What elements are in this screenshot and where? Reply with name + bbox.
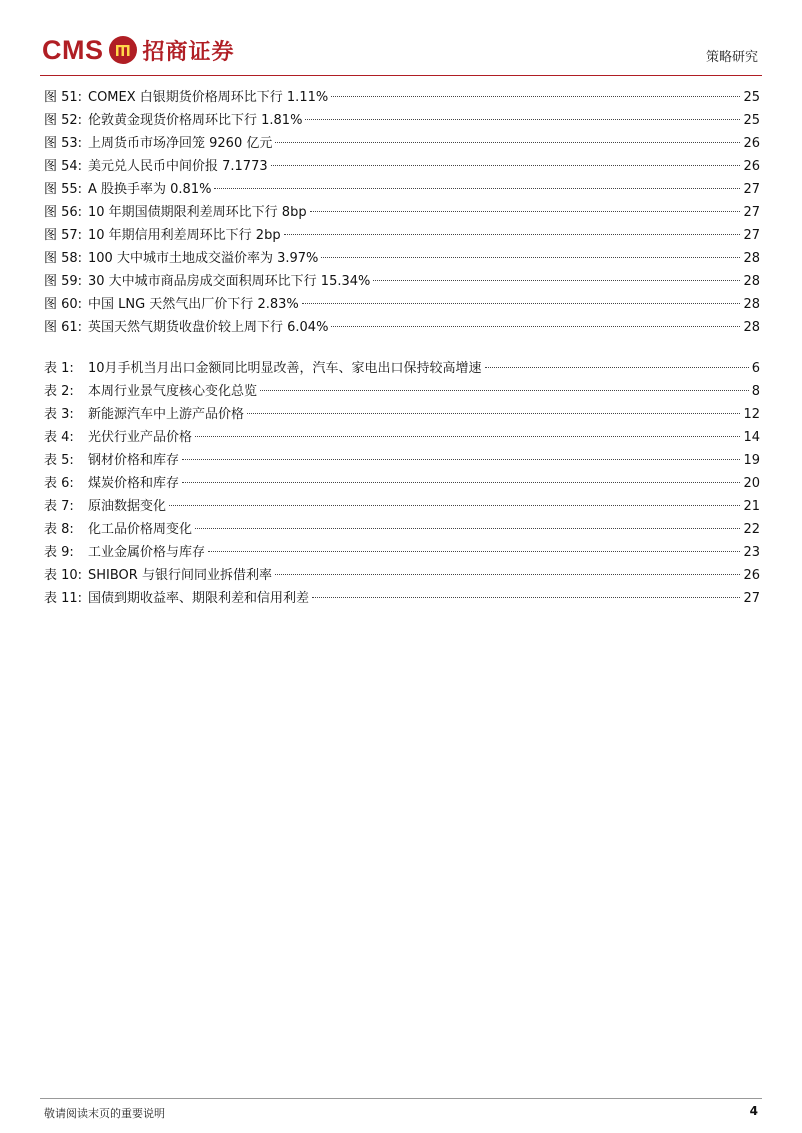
dot-leader: [331, 326, 740, 327]
toc-entry-number: 图 61:: [44, 320, 83, 335]
toc-entry-page: 27: [743, 205, 760, 220]
toc-entry-number: 图 58:: [44, 251, 83, 266]
toc-entry-number: 图 59:: [44, 274, 83, 289]
toc-entry-title: 新能源汽车中上游产品价格: [88, 407, 245, 422]
header-divider: [40, 75, 762, 76]
toc-entry-title: COMEX 白银期货价格周环比下行 1.11%: [88, 90, 329, 105]
toc-entry-figure-53[interactable]: [44, 132, 760, 155]
toc-entry-title: A 股换手率为 0.81%: [88, 182, 212, 197]
toc-entry-number: 表 11:: [44, 591, 83, 606]
dot-leader: [182, 459, 740, 460]
logo-chinese-name: 招商证券: [142, 39, 235, 65]
toc-entry-number: 表 7:: [44, 499, 74, 514]
toc-entry-page: 26: [743, 136, 760, 151]
toc-entry-number: 表 10:: [44, 568, 83, 583]
toc-entry-page: 6: [751, 361, 760, 376]
toc-entry-page: 27: [743, 591, 760, 606]
toc-entry-page: 26: [743, 568, 760, 583]
logo-text: CMS: [42, 34, 104, 65]
dot-leader: [284, 234, 741, 235]
toc-entry-page: 20: [743, 476, 760, 491]
toc-entry-number: 表 6:: [44, 476, 74, 491]
dot-leader: [275, 574, 741, 575]
dot-leader: [485, 367, 749, 368]
toc-entry-number: 表 9:: [44, 545, 74, 560]
toc-entry-title: 光伏行业产品价格: [88, 430, 193, 445]
toc-entry-title: 100 大中城市土地成交溢价率为 3.97%: [88, 251, 319, 266]
toc-entry-figure-55[interactable]: [44, 178, 760, 201]
toc-entry-number: 图 53:: [44, 136, 83, 151]
toc-entry-page: 26: [743, 159, 760, 174]
toc-entry-number: 表 8:: [44, 522, 74, 537]
dot-leader: [214, 188, 740, 189]
footer-divider: [40, 1098, 762, 1099]
toc-entry-figure-51[interactable]: [44, 86, 760, 109]
dot-leader: [260, 390, 749, 391]
toc-entry-table-9[interactable]: [44, 541, 760, 564]
toc-entry-table-8[interactable]: [44, 518, 760, 541]
toc-entry-title: 钢材价格和库存: [88, 453, 180, 468]
toc-entry-title: 30 大中城市商品房成交面积周环比下行 15.34%: [88, 274, 371, 289]
report-category: 策略研究: [705, 50, 758, 65]
disclaimer-note: 敬请阅读末页的重要说明: [44, 1107, 165, 1120]
dot-leader: [247, 413, 740, 414]
dot-leader: [310, 211, 741, 212]
toc-entry-page: 23: [743, 545, 760, 560]
toc-entry-title: 英国天然气期货收盘价较上周下行 6.04%: [88, 320, 329, 335]
toc-entry-number: 表 4:: [44, 430, 74, 445]
toc-entry-figure-60[interactable]: [44, 293, 760, 316]
toc-entry-title: 工业金属价格与库存: [88, 545, 206, 560]
toc-entry-table-7[interactable]: [44, 495, 760, 518]
dot-leader: [275, 142, 740, 143]
toc-entry-page: 27: [743, 228, 760, 243]
toc-entry-number: 表 3:: [44, 407, 74, 422]
toc-entry-title: 本周行业景气度核心变化总览: [88, 384, 258, 399]
dot-leader: [331, 96, 740, 97]
toc-entry-title: 美元兑人民币中间价报 7.1773: [88, 159, 268, 174]
toc-entry-number: 表 5:: [44, 453, 74, 468]
toc-entry-title: 中国 LNG 天然气出厂价下行 2.83%: [88, 297, 299, 312]
toc-entry-table-5[interactable]: [44, 449, 760, 472]
dot-leader: [302, 303, 741, 304]
dot-leader: [169, 505, 740, 506]
cms-logo: [42, 30, 235, 70]
toc-entry-page: 28: [743, 297, 760, 312]
toc-entry-number: 图 56:: [44, 205, 83, 220]
toc-entry-number: 表 2:: [44, 384, 74, 399]
dot-leader: [321, 257, 740, 258]
toc-entry-title: 国债到期收益率、期限利差和信用利差: [88, 591, 310, 606]
toc-entry-page: 28: [743, 274, 760, 289]
page-header: [0, 0, 802, 80]
dot-leader: [312, 597, 740, 598]
toc-entry-number: 表 1:: [44, 361, 74, 376]
toc-entry-title: SHIBOR 与银行间同业拆借利率: [88, 568, 272, 583]
toc-entry-figure-54[interactable]: [44, 155, 760, 178]
toc-entry-figure-61[interactable]: [44, 316, 760, 339]
toc-entry-figure-56[interactable]: [44, 201, 760, 224]
toc-entry-number: 图 60:: [44, 297, 83, 312]
toc-entry-page: 25: [743, 113, 760, 128]
toc-entry-title: 上周货币市场净回笼 9260 亿元: [88, 136, 273, 151]
dot-leader: [195, 528, 740, 529]
toc-entry-number: 图 52:: [44, 113, 83, 128]
toc-entry-table-1[interactable]: [44, 357, 760, 380]
toc-entry-title: 原油数据变化: [88, 499, 167, 514]
toc-entry-page: 25: [743, 90, 760, 105]
toc-entry-title: 10月手机当月出口金额同比明显改善，汽车、家电出口保持较高增速: [88, 361, 482, 376]
dot-leader: [373, 280, 740, 281]
toc-entry-title: 伦敦黄金现货价格周环比下行 1.81%: [88, 113, 303, 128]
toc-entry-page: 21: [743, 499, 760, 514]
dot-leader: [195, 436, 740, 437]
dot-leader: [305, 119, 740, 120]
toc-entry-table-11[interactable]: [44, 587, 760, 610]
dot-leader: [208, 551, 740, 552]
toc-entry-page: 27: [743, 182, 760, 197]
toc-entry-page: 28: [743, 251, 760, 266]
toc-entry-title: 10 年期国债期限利差周环比下行 8bp: [88, 205, 307, 220]
toc-entry-table-6[interactable]: [44, 472, 760, 495]
toc-entry-page: 22: [743, 522, 760, 537]
figure-list: [44, 86, 760, 339]
toc-entry-page: 28: [743, 320, 760, 335]
toc-entry-number: 图 54:: [44, 159, 83, 174]
toc-entry-page: 19: [743, 453, 760, 468]
table-list: [44, 357, 760, 610]
toc-entry-table-2[interactable]: [44, 380, 760, 403]
toc-entry-number: 图 57:: [44, 228, 83, 243]
toc-entry-figure-58[interactable]: [44, 247, 760, 270]
toc-entry-page: 12: [743, 407, 760, 422]
toc-entry-table-3[interactable]: [44, 403, 760, 426]
dot-leader: [271, 165, 741, 166]
toc-entry-title: 10 年期信用利差周环比下行 2bp: [88, 228, 281, 243]
toc-entry-title: 煤炭价格和库存: [88, 476, 180, 491]
toc-entry-number: 图 51:: [44, 90, 83, 105]
dot-leader: [182, 482, 740, 483]
toc-entry-page: 14: [743, 430, 760, 445]
toc-entry-page: 8: [751, 384, 760, 399]
toc-entry-table-4[interactable]: [44, 426, 760, 449]
toc-entry-figure-57[interactable]: [44, 224, 760, 247]
logo-emblem-icon: [109, 36, 137, 64]
toc-entry-figure-59[interactable]: [44, 270, 760, 293]
page-number: 4: [749, 1104, 758, 1118]
toc-entry-title: 化工品价格周变化: [88, 522, 193, 537]
toc-entry-figure-52[interactable]: [44, 109, 760, 132]
toc-entry-number: 图 55:: [44, 182, 83, 197]
toc-entry-table-10[interactable]: [44, 564, 760, 587]
